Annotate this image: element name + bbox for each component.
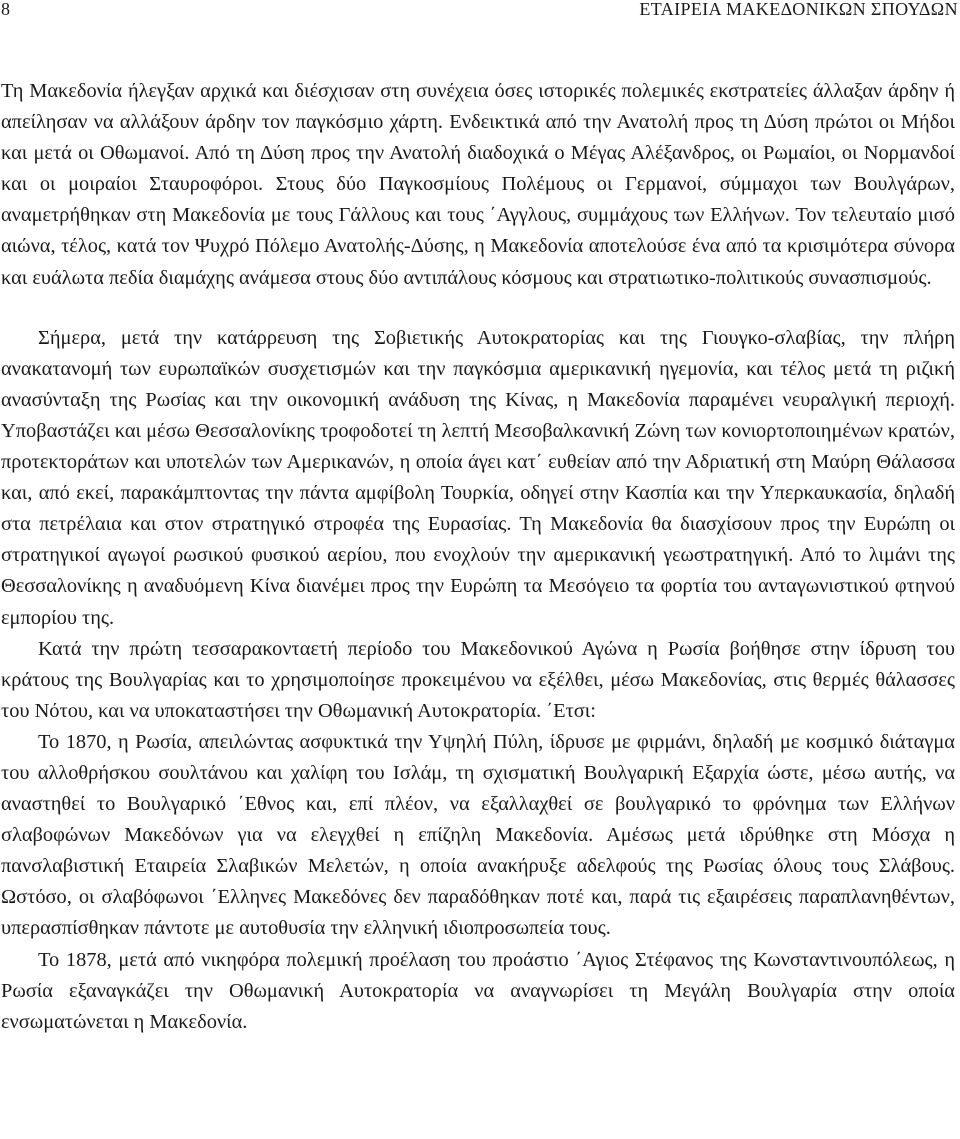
page-number: 8 xyxy=(1,0,10,19)
page-header xyxy=(0,0,960,22)
paragraph: Το 1870, η Ρωσία, απειλώντας ασφυκτικά την Υψηλή Πύλη, ίδρυσε με φιρμάνι, δηλαδή με κοσμικό διάταγμα του αλλοθρήσκου σουλτάνου και χαλίφη του Ισλάμ, τη σχισματική Βουλγαρική Εξαρχία ώστε, μέσω αυτής, να αναστηθεί το Βουλγαρικό ΄Εθνος και, επί πλέον, να εξαλλαχθεί σε βουλγαρικό το φρόνημα των Ελλήνων σλαβοφώνων Μακεδόνων για να ελεγχθεί η επίζηλη Μακεδονία. Αμέσως μετά ιδρύθηκε στη Μόσχα η πανσλαβιστική Εταιρεία Σλαβικών Μελετών, η οποία ανακήρυξε αδελφούς της Ρωσίας όλους τους Σλάβους. Ωστόσο, οι σλαβόφωνοι ΄Ελληνες Μακεδόνες δεν παραδόθηκαν ποτέ και, παρά τις εξαιρέσεις παραπλανηθέντων, υπερασπίσθηκαν πάντοτε με αυτοθυσία την ελληνική ιδιοπροσωπεία τους. xyxy=(1,730,955,940)
body-text xyxy=(1,76,955,1038)
running-head: ΕΤΑΙΡΕΙΑ ΜΑΚΕΔΟΝΙΚΩΝ ΣΠΟΥΔΩΝ xyxy=(639,0,958,19)
paragraph: Τη Μακεδονία ήλεγξαν αρχικά και διέσχισαν στη συνέχεια όσες ιστορικές πολεμικές εκστρατείες άλλαξαν άρδην ή απείλησαν να αλλάξουν άρδην τον παγκόσμιο χάρτη. Ενδεικτικά από την Ανατολή προς τη Δύση πρώτοι οι Μήδοι και μετά οι Οθωμανοί. Από τη Δύση προς την Ανατολή διαδοχικά ο Μέγας Αλέξανδρος, οι Ρωμαίοι, οι Νορμανδοί και οι μοιραίοι Σταυροφόροι. Στους δύο Παγκοσμίους Πολέμους οι Γερμανοί, σύμμαχοι των Βουλγάρων, αναμετρήθηκαν στη Μακεδονία με τους Γάλλους και τους ΄Αγγλους, συμμάχους των Ελλήνων. Τον τελευταίο μισό αιώνα, τέλος, κατά τον Ψυχρό Πόλεμο Ανατολής-Δύσης, η Μακεδονία αποτελούσε ένα από τα κρισιμότερα σύνορα και ευάλωτα πεδία διαμάχης ανάμεσα στους δύο αντιπάλους κόσμους και στρατιωτικο-πολιτικούς συνασπισμούς. xyxy=(1,80,955,289)
paragraph: Σήμερα, μετά την κατάρρευση της Σοβιετικής Αυτοκρατορίας και της Γιουγκο-σλαβίας, την πλήρη ανακατανομή των ευρωπαϊκών συσχετισμών και την παγκόσμια αμερικανική ηγεμονία, και τέλος μετά τη ριζική ανασύνταξη της Ρωσίας και την οικονομική ανάδυση της Κίνας, η Μακεδονία παραμένει νευραλγική περιοχή. Υποβαστάζει και μέσω Θεσσαλονίκης τροφοδοτεί τη λεπτή Μεσοβαλκανική Ζώνη των κονιορτοποιημένων κρατών, προτεκτοράτων και υποτελών των Αμερικανών, η οποία άγει κατ΄ ευθείαν από την Αδριατική στη Μαύρη Θάλασσα και, από εκεί, παρακάμπτοντας την πάντα αμφίβολη Τουρκία, οδηγεί στην Κασπία και την Υπερκαυκασία, δηλαδή στα πετρέλαια και στον στρατηγικό στροφέα της Ευρασίας. Τη Μακεδονία θα διασχίσουν προς την Ευρώπη οι στρατηγικοί αγωγοί ρωσικού φυσικού αερίου, που ενοχλούν την αμερικανική γεωστρατηγική. Από το λιμάνι της Θεσσαλονίκης η αναδυόμενη Κίνα διανέμει προς την Ευρώπη τα Μεσόγειο τα φορτία του ανταγωνιστικού φτηνού εμπορίου της. xyxy=(1,326,955,629)
paragraph: Το 1878, μετά από νικηφόρα πολεμική προέλαση του προάστιο ΄Αγιος Στέφανος της Κωνσταντινουπόλεως, η Ρωσία εξαναγκάζει την Οθωμανική Αυτοκρατορία να αναγνωρίσει τη Μεγάλη Βουλγαρία στην οποία ενσωματώνεται η Μακεδονία. xyxy=(1,948,955,1033)
paragraph: Κατά την πρώτη τεσσαρακονταετή περίοδο του Μακεδονικού Αγώνα η Ρωσία βοήθησε στην ίδρυση του κράτους της Βουλγαρίας και το χρησιμοποίησε προκειμένου να εξέλθει, μέσω Μακεδονίας, στις θερμές θάλασσες του Νότου, και να υποκαταστήσει την Οθωμανική Αυτοκρατορία. ΄Ετσι: xyxy=(1,637,955,722)
